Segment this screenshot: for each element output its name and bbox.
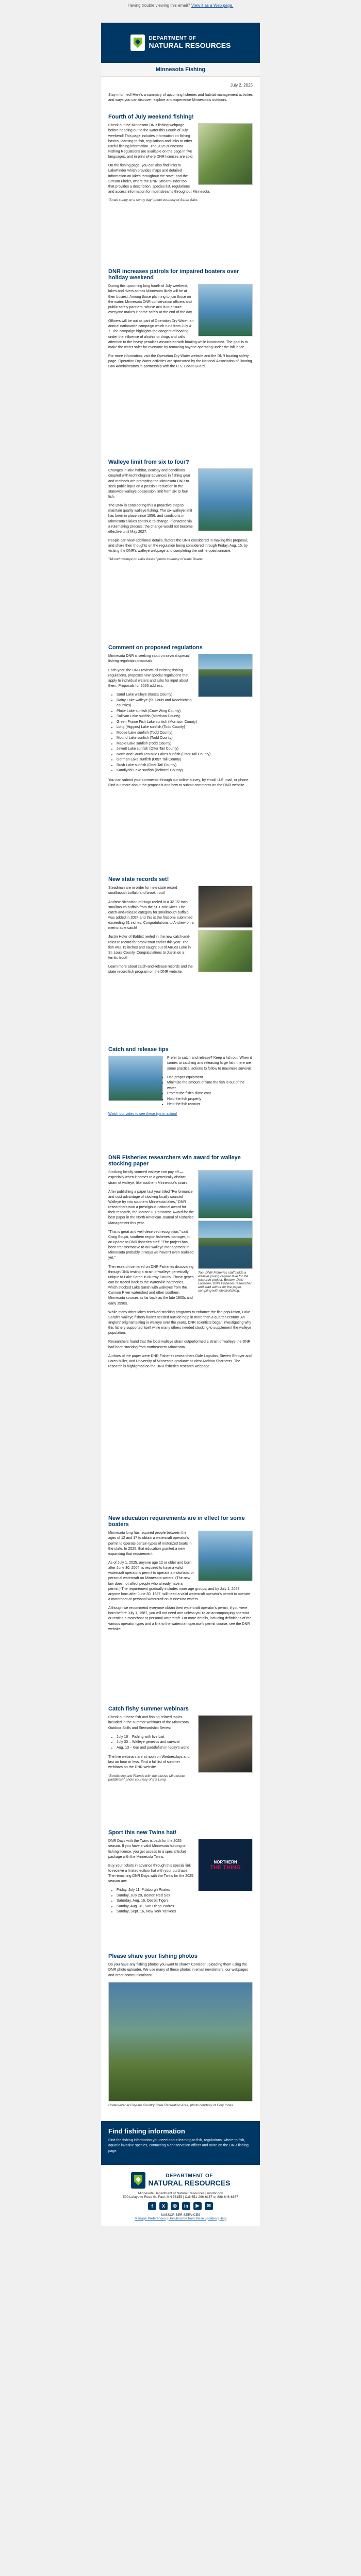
section-text: Andrew Nicholson of Hugo reeled in a 32 1/2 inch smallmouth buffalo from the St. Croix River. The catch-and-release category for smallmouth buffalo was added in 2024 and this is the first one submitted exceeding 31 inches. Congratulations to Andrew on a memorable catch! [108, 900, 194, 930]
section-text: Changes in lake habitat, ecology and conditions coupled with technological advances in fishing gear and methods are prompting the Minnesota DNR to seek public input on a possible reduction in the statewide walleye possession limit from six to four fish. [108, 469, 191, 499]
logo-line-2: NATURAL RESOURCES [148, 2178, 231, 2187]
section-text: The research centered on DNR Fisheries discovering through DNA testing a strain of walleye genetically unique to Lake Sarah in Murray County. Those genes can be traced back to the Waterville hatcheries, which stocked Lake Sarah with walleyes from the Cannon River watershed and other southern Minnesota sources as far back as the late 1900s and early 1990s. [108, 1265, 194, 1306]
photo-caption: "18-inch walleye on Lake Itasca" photo courtesy of Katie Duane [108, 557, 203, 562]
section-boater-education [108, 1508, 253, 1699]
facebook-icon[interactable]: f [148, 2202, 156, 2210]
list-item: • Sand Lake walleye (Itasca County) [117, 692, 253, 698]
linkedin-icon[interactable]: in [182, 2202, 190, 2210]
list-item: • Rainy Lake walleye (St. Louis and Koochiching counties) [117, 698, 253, 709]
list-item: • Platte Lake sunfish (Crow Wing County) [117, 709, 253, 715]
logo-line-1: DEPARTMENT OF [149, 36, 196, 42]
section-text: As of July 1, 2025, anyone age 12 or older and born after June 30, 2004, is required to have a valid watercraft operator's permit to operate a motorboat or personal watercraft on Minnesota waters. (The new law does not affect people who already have a permit.) The requirement gradually includes more age groups, and by July 1, 2028, anyone born after June 30, 1987, will need a valid watercraft operator's permit to operate a motorboat or personal watercraft on Minnesota waters. [108, 1561, 250, 1601]
list-item: • Sunday, Sept. 16, New York Yankees [117, 1909, 253, 1915]
video-link-text[interactable] [108, 1112, 253, 1117]
section-text: "This is great and well-deserved recognition," said Craig Soupir, southern region fisheries manager, in an update to DNR fisheries staff. "The project has been transformative to our walleye management in Minnesota probably in ways we haven't even realized yet." [108, 1230, 194, 1260]
email-body [101, 23, 260, 2226]
footer-logo [106, 2172, 255, 2189]
research-photos [198, 1170, 253, 1297]
dnr-logo-icon [131, 2172, 145, 2189]
section-catch-release [108, 1039, 253, 1147]
section-title: Fourth of July weekend fishing! [108, 114, 194, 121]
list-item: • German Lake sunfish (Otter Tail County) [117, 757, 253, 763]
view-as-webpage-link[interactable]: View it as a Web page. [191, 3, 234, 8]
list-item: • Saturday, Aug. 16, Detroit Tigers [117, 1899, 253, 1904]
section-text: Steadman are in order for new state record smallmouth buffalo and brook trout! [108, 886, 177, 895]
webinar-photo [198, 1715, 253, 1773]
section-text: Minnesota long has required people between the ages of 12 and 17 to obtain a watercraft operator's permit to operate certain types of motorized boats in the state. In 2025, that education granted a new expanding that requirement. [108, 1531, 192, 1556]
list-item: • July 30 – Walleye genetics and survival [117, 1740, 253, 1745]
issue-date: July 2, 2025 [230, 83, 253, 88]
section-text: People can view additional details, factors the DNR considered in making this proposal, and share their thoughts on the regulation being considered through Friday, Aug. 15, by visiting the DNR's walleye webpage and completing the online questionnaire. [108, 538, 248, 553]
games-list [108, 1888, 253, 1915]
dnr-logo-text [149, 36, 231, 49]
section-text: Justin Hofer of Babbitt reeled in the new catch-and-release record for brook trout earlier this year. The fish was 19 inches and caught out of Arrues Lake in St. Louis County. Congratulations to Justin on a terrific trout! [108, 935, 191, 960]
section-text: You can submit your comments through our online survey, by email, U.S. mail, or phone. Find out more about the proposals and how to submit comments on the DNR website. [108, 778, 250, 787]
logo-line-2: NATURAL RESOURCES [149, 41, 231, 49]
list-item: • Sunday, Aug. 31, San Diego Padres [117, 1904, 253, 1910]
photo-caption: Top: DNR Fisheries staff holds a walleye young-of-year lake for the research project. Bottom, Dale Logsdon, DNR Fisheries researcher and lead author for the paper, sampling with electrofishing. [198, 1271, 252, 1293]
buffalo-image [198, 886, 253, 928]
section-title: Comment on proposed regulations [108, 645, 203, 651]
instagram-icon[interactable]: ◎ [171, 2202, 179, 2210]
section-share-photos [108, 1946, 253, 2116]
section-title: Please share your fishing photos [108, 1953, 198, 1960]
dnr-header [101, 23, 260, 63]
list-item: • Jewett Lake sunfish (Otter Tail County) [117, 747, 253, 752]
section-proposed-regulations [108, 637, 253, 869]
list-item: • North and South Ten Mile Lakes sunfish (Otter Tail County) [117, 752, 253, 758]
top-notice [0, 0, 361, 23]
section-text: After publishing a paper last year titled "Performance and cost advantage of stocking locally sourced Walleye fry into southern Minnesota lakes," DNR researchers won a prestigious national award for their research, the Mercer H. Patriarche Award for the best paper in the North American Journal of Fisheries Management this year. [108, 1190, 194, 1225]
section-text: Although we recommend everyone obtain their watercraft operator's permit, if you were born before July 1, 1987, you will not need one unless you're an accompanying operator or renting a motorboat or personal watercraft. For more details, including definitions of the various operator types and a link to the watercraft operator's permit course, see the DNR website. [108, 1606, 252, 1631]
photo-caption: "Small sunny on a sunny day" photo courtesy of Sarah Saks [108, 198, 198, 202]
section-text: On the fishing page, you can also find links to LakeFinder which provides maps and detailed information on lakes throughout the state, and the Stream Finder, where the DNR StreamFinder tool that provides a description, species list, regulations and access information for most streams throughout Minnesota. [108, 164, 210, 194]
list-item: • July 16 – Fishing with live bait [117, 1735, 253, 1740]
list-item: • Friday, July 11, Pittsburgh Pirates [117, 1888, 253, 1893]
section-text: Prefer to catch and release? Keep a fish out! When it comes to catching and releasing large fish, there are some practical actions to follow to maximize survival: [167, 1056, 252, 1071]
walleye-image [198, 468, 253, 531]
patrol-boat-image [198, 284, 253, 336]
records-photos [198, 886, 253, 972]
section-title: DNR Fisheries researchers win award for walleye stocking paper [108, 1155, 241, 1167]
list-item: • Green Prairie Fish Lake sunfish (Morrison County) [117, 720, 253, 725]
section-text: During this upcoming long fourth of July weekend, lakes and rivers across Minnesota likely will be at their busiest. Among those planning to join those on the water: Minnesota DNR conservation officers and public safety partners, whose aim is to ensure everyone makes it home safely at the end of the day. [108, 284, 193, 314]
photo-caption: Underwater at Cuyuna Country State Recreation Area; photo courtesy of Cory Innes [108, 2103, 233, 2107]
unsubscribe-link[interactable]: Unsubscribe from these updates [168, 2216, 217, 2221]
list-item: • Protect the fish's slime coat [117, 1091, 253, 1097]
lake-image [198, 654, 253, 697]
social-links [106, 2202, 255, 2210]
section-text: Officers will be out as part of Operation Dry Water, an annual nationwide campaign which runs from July 4-7. The campaign highlights the dangers of boating under the influence of alcohol or drugs and calls attention to the heavy penalties associated with boating while intoxicated. The goal is to make the water safer for everyone by removing anyone operating under the influence. [108, 319, 248, 349]
list-item: • Kandiyohi Lake sunfish (Beltrami County) [117, 768, 253, 774]
help-link[interactable]: Help [219, 2216, 226, 2221]
youtube-icon[interactable]: ▶ [193, 2202, 202, 2210]
electrofishing-image [198, 1221, 253, 1269]
intro-text: Stay informed! Here's a summary of upcoming fisheries and habitat management activities and ways you can discover, explore and experience Minnesota's outdoors. [108, 93, 253, 103]
section-text: The DNR is considering this a proactive step to maintain quality walleye fishing. The six-walleye limit has been in place since 1956, and conditions in Minnesota's lakes continue to change. If enacted via a rulemaking process, the change would not become effective until May 2027. [108, 504, 193, 534]
find-fishing-info [101, 2121, 260, 2164]
section-text: Minnesota DNR is seeking input on several special fishing regulation proposals. [108, 654, 190, 664]
regulations-photo [198, 654, 253, 697]
brook-trout-image [198, 930, 253, 972]
email-icon[interactable]: ✉ [205, 2202, 213, 2210]
video-link[interactable]: Watch our video to see these tips in action! [108, 1112, 177, 1116]
section-walleye-limit [108, 452, 253, 637]
section-text: Each year, the DNR reviews all existing fishing regulations, proposes new special regulations that apply to individual waters and asks for input about them. Proposals for 2026 address: [108, 668, 189, 688]
section-title: Sport this new Twins hat! [108, 1829, 177, 1836]
section-title: New state records set! [108, 876, 169, 883]
top-notice-text: Having trouble viewing this email? [127, 3, 190, 8]
section-text: While many other lakes received stocking programs to enhance the fish population, Lake Sarah's walleye fishery hadn't needed outside help in more than a quarter-century. An anglers' original testing in walleye over the years, DNR scientists began investigating why this fishery supported itself while many others needed stocking to supplement the walleye population. [108, 1310, 252, 1335]
newsletter-banner: Minnesota Fishing [101, 63, 260, 77]
section-title: Catch and release tips [108, 1046, 169, 1053]
hat-image [198, 1839, 253, 1891]
list-item: • Aug. 13 – Gar and paddlefish in today's world [117, 1745, 253, 1751]
address-line-1: Minnesota Department of Natural Resources | mndnr.gov [138, 2191, 223, 2195]
section-text: Check out the Minnesota DNR fishing webpage before heading out to the water this Fourth of July weekend! This page includes information on fishing basics, learning to fish, regulations and links to other useful fishing information. The 2025 Minnesota Fishing Regulations are available on the page in five languages, and in print where DNR licenses are sold. [108, 124, 193, 159]
section-text: Buy your tickets in advance through this special link to receive a limited edition hat with your purchase. The remaining DNR Days with the Twins for the 2025 season are: [108, 1863, 193, 1884]
section-text: Find the fishing information you need about learning to fish, regulations, where to fish, aquatic invasive species, contacting a conservation officer and more on the DNR fishing page. [108, 2139, 249, 2153]
list-item: • Rush Lake sunfish (Otter Tail County) [117, 763, 253, 769]
list-item: • Use proper equipment [117, 1075, 253, 1081]
list-item: • Sullivan Lake sunfish (Morrison County) [117, 714, 253, 720]
list-item: • Long (Higgins) Lake sunfish (Todd County) [117, 725, 253, 731]
section-boating-patrols [108, 261, 253, 452]
section-webinars [108, 1699, 253, 1822]
section-text: Do you have any fishing photos you want to share? Consider uploading them using the DNR photo uploader. We use many of these photos in email newsletters, our webpages and other communications! [108, 1963, 249, 1977]
list-item: • Hold the fish properly [117, 1097, 253, 1103]
release-image [108, 1056, 163, 1101]
paddlefish-image [198, 1715, 253, 1773]
section-text: Stocking locally sourced walleye can pay off — especially when it comes to a genetically distinct strain of walleye, like southern Minnesota's strain. [108, 1171, 188, 1185]
walleye-photo [198, 468, 253, 531]
list-item: • Moose Lake sunfish (Todd County) [117, 731, 253, 736]
sunfish-image [198, 123, 253, 185]
hat-badge-1: NORTHERN [214, 1859, 237, 1865]
subscriber-services: SUBSCRIBER SERVICES Manage Preferences | Unsubscribe from these updates | Help [106, 2213, 255, 2221]
section-text: Researchers found that the local walleye strain outperformed a strain of walleye the DNR had been stocking from northeastern Minnesota. [108, 1340, 251, 1349]
hat-badge-2: THE THING [210, 1864, 241, 1871]
section-title: DNR increases patrols for impaired boaters over holiday weekend [108, 268, 239, 281]
section-text: The live webinars are at noon on Wednesdays and last an hour or less. Find a full list of summer webinars on the DNR website. [108, 1755, 190, 1770]
x-twitter-icon[interactable]: X [159, 2202, 168, 2210]
walleye-yoy-image [198, 1170, 253, 1218]
boater-photo [198, 1531, 253, 1581]
section-research-award [108, 1147, 253, 1508]
section-title: New education requirements are in effect for some boaters [108, 1515, 245, 1528]
section-twins-hat [108, 1822, 253, 1946]
footer-logo-text [149, 2174, 231, 2187]
section-title: Walleye limit from six to four? [108, 459, 189, 466]
catch-release-photo [108, 1056, 163, 1101]
section-text: Learn more about catch-and-release records and the state record fish program on the DNR website. [108, 965, 193, 974]
address-line-2: 500 Lafayette Road St. Paul, MN 55155 | Call 651-296-6157 or 888-646-6367 [123, 2195, 238, 2199]
list-item: • Maple Lake sunfish (Todd County) [117, 741, 253, 747]
patrol-photo [198, 284, 253, 336]
section-text: Check out these fish and fishing-related topics included in the summer webinars of the Minnesota Outdoor Skills and Stewardship Series: [108, 1716, 189, 1730]
subscriber-services-label: SUBSCRIBER SERVICES [160, 2213, 201, 2217]
boater-image [198, 1531, 253, 1581]
dnr-logo-icon [130, 35, 145, 51]
section-text: For more information, visit the Operation Dry Water website and the DNR boating safety page. Operation Dry Water activities are sponsored by the National Association of Boating Law Administrators in partnership with the U.S. Coast Guard. [108, 354, 252, 369]
list-item: • Help the fish recover [117, 1102, 253, 1108]
photo-caption: "Bowfishing and Friends with the elusive Minnesota paddlefish" photo courtesy of Ela Long [108, 1774, 185, 1782]
footer [101, 2165, 260, 2226]
underwater-image [108, 1982, 253, 2102]
sunny-photo [198, 123, 253, 185]
twins-hat-photo [198, 1839, 253, 1891]
list-item: • Minimize the amount of time the fish is out of the water [117, 1080, 253, 1091]
section-title: Catch fishy summer webinars [108, 1706, 189, 1713]
logo-line-1: DEPARTMENT OF [166, 2173, 213, 2179]
section-title: Find fishing information [108, 2127, 185, 2136]
list-item: • Sunday, July 29, Boston Red Sox [117, 1893, 253, 1899]
list-item: • Mound Lake sunfish (Todd County) [117, 736, 253, 741]
section-text: Authors of the paper were DNR Fisheries researchers Dale Logsdon, Steven Shroyer and Loren Miller, and University of Minnesota graduate student Andrian Sharnetzs. The research is highlighted on the DNR fisheries research webpage. [108, 1354, 252, 1368]
footer-address [106, 2192, 255, 2199]
manage-preferences-link[interactable]: Manage Preferences [135, 2216, 166, 2221]
section-fourth-of-july [108, 107, 253, 261]
proposal-list [108, 692, 253, 774]
section-text: DNR Days with the Twins is back for the 2025 season. If you have a valid Minnesota hunting or fishing license, you get access to a special ticket package with the Minnesota Twins. [108, 1839, 186, 1859]
section-state-records [108, 869, 253, 1039]
